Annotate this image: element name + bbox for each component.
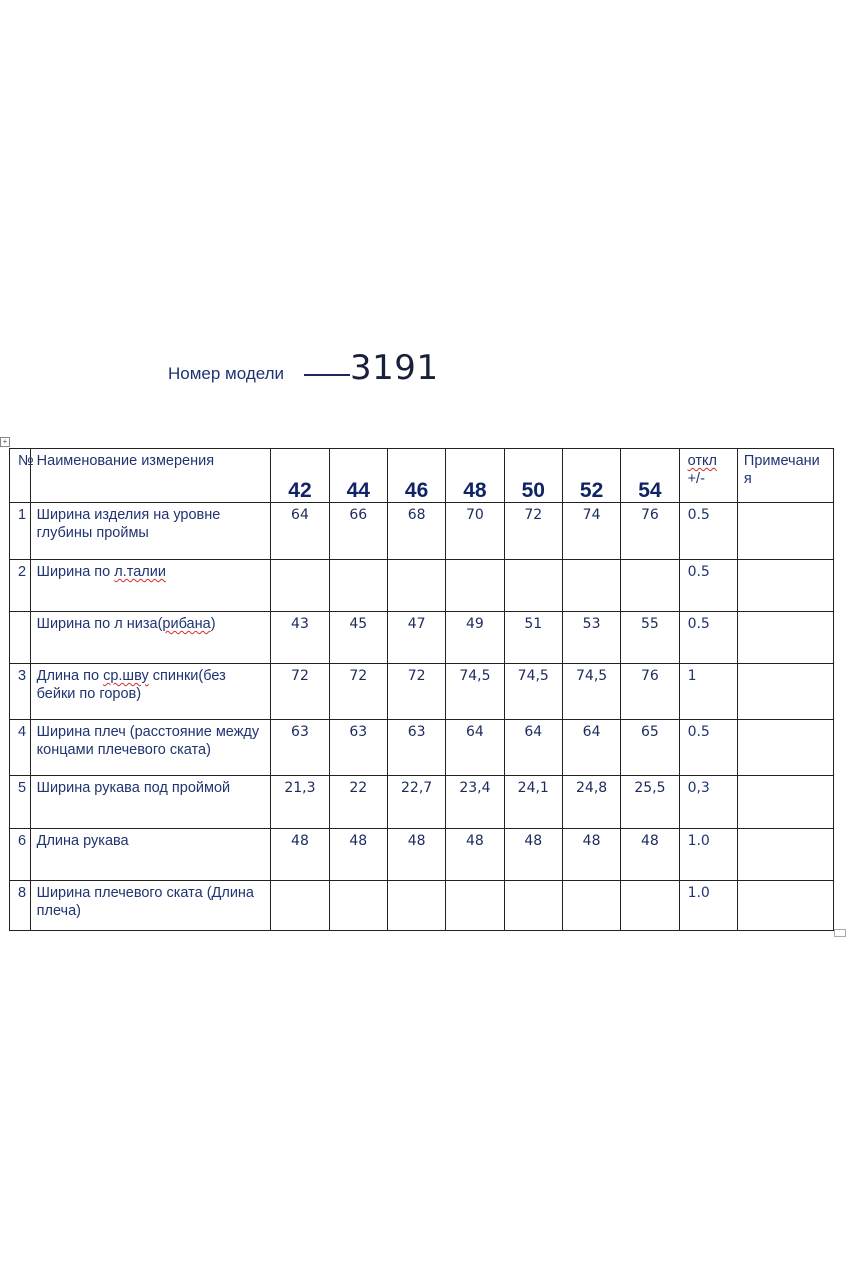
row-name: Длина рукава <box>30 829 271 881</box>
row-num: 2 <box>10 560 31 612</box>
row-value: 24,1 <box>504 776 562 829</box>
row-name: Длина по ср.шву спинки(без бейки по горов) <box>30 664 271 720</box>
row-value: 64 <box>271 503 329 560</box>
row-note <box>737 664 833 720</box>
row-name: Ширина по л.талии <box>30 560 271 612</box>
table-row <box>10 776 834 829</box>
row-value: 48 <box>446 829 504 881</box>
row-num: 6 <box>10 829 31 881</box>
table-row <box>10 560 834 612</box>
row-tolerance: 0.5 <box>679 612 737 664</box>
row-value: 66 <box>329 503 387 560</box>
row-value: 76 <box>621 664 679 720</box>
row-value: 63 <box>387 720 445 776</box>
model-label: Номер модели <box>168 364 285 383</box>
row-name: Ширина плеч (расстояние между концами плечевого ската) <box>30 720 271 776</box>
row-value: 48 <box>271 829 329 881</box>
row-value: 72 <box>271 664 329 720</box>
header-size: 48 <box>446 449 504 503</box>
row-tolerance: 0.5 <box>679 560 737 612</box>
table-row <box>10 720 834 776</box>
row-value: 74,5 <box>504 664 562 720</box>
row-num: 8 <box>10 881 31 931</box>
row-note <box>737 612 833 664</box>
row-value <box>271 560 329 612</box>
measurement-table <box>9 448 834 931</box>
header-size: 52 <box>562 449 620 503</box>
header-size: 50 <box>504 449 562 503</box>
row-value: 74,5 <box>562 664 620 720</box>
row-value: 24,8 <box>562 776 620 829</box>
row-value <box>504 881 562 931</box>
row-note <box>737 881 833 931</box>
row-value <box>504 560 562 612</box>
row-value <box>271 881 329 931</box>
row-name: Ширина изделия на уровне глубины проймы <box>30 503 271 560</box>
row-value: 22,7 <box>387 776 445 829</box>
row-value: 63 <box>271 720 329 776</box>
header-num: № <box>10 449 31 503</box>
row-value: 47 <box>387 612 445 664</box>
table-resize-handle-icon[interactable] <box>834 929 846 937</box>
row-value <box>329 881 387 931</box>
row-value: 25,5 <box>621 776 679 829</box>
header-notes: Примечания <box>737 449 833 503</box>
row-value: 49 <box>446 612 504 664</box>
header-size: 54 <box>621 449 679 503</box>
row-note <box>737 829 833 881</box>
row-value <box>621 560 679 612</box>
row-note <box>737 776 833 829</box>
row-num: 4 <box>10 720 31 776</box>
row-name: Ширина плечевого ската (Длина плеча) <box>30 881 271 931</box>
row-tolerance: 0.5 <box>679 503 737 560</box>
table-row <box>10 881 834 931</box>
row-value <box>446 881 504 931</box>
row-value <box>329 560 387 612</box>
row-value: 74 <box>562 503 620 560</box>
row-name: Ширина рукава под проймой <box>30 776 271 829</box>
row-value: 63 <box>329 720 387 776</box>
row-value: 65 <box>621 720 679 776</box>
row-note <box>737 720 833 776</box>
row-name: Ширина по л низа(рибана) <box>30 612 271 664</box>
row-value: 70 <box>446 503 504 560</box>
row-tolerance: 1.0 <box>679 829 737 881</box>
row-value: 48 <box>562 829 620 881</box>
header-tolerance <box>679 449 737 503</box>
table-row <box>10 829 834 881</box>
model-number-underline <box>304 374 350 376</box>
model-header <box>168 348 439 388</box>
row-value: 68 <box>387 503 445 560</box>
row-value: 43 <box>271 612 329 664</box>
row-value: 64 <box>562 720 620 776</box>
row-value: 21,3 <box>271 776 329 829</box>
header-name: Наименование измерения <box>30 449 271 503</box>
table-row <box>10 503 834 560</box>
row-tolerance: 0,3 <box>679 776 737 829</box>
row-value: 55 <box>621 612 679 664</box>
row-value: 45 <box>329 612 387 664</box>
row-value: 53 <box>562 612 620 664</box>
header-size: 42 <box>271 449 329 503</box>
row-tolerance: 1.0 <box>679 881 737 931</box>
row-value: 76 <box>621 503 679 560</box>
row-value: 48 <box>387 829 445 881</box>
header-tolerance-sign: +/- <box>687 471 705 487</box>
row-value <box>387 560 445 612</box>
row-value: 48 <box>504 829 562 881</box>
row-num: 5 <box>10 776 31 829</box>
table-header-row <box>10 449 834 503</box>
row-num <box>10 612 31 664</box>
table-row <box>10 664 834 720</box>
header-size: 44 <box>329 449 387 503</box>
row-tolerance: 0.5 <box>679 720 737 776</box>
table-move-handle-icon[interactable]: + <box>0 437 10 447</box>
row-value <box>446 560 504 612</box>
row-value: 51 <box>504 612 562 664</box>
row-value: 64 <box>504 720 562 776</box>
row-value: 72 <box>329 664 387 720</box>
header-tolerance-word: откл <box>687 453 717 469</box>
row-value: 64 <box>446 720 504 776</box>
row-value: 72 <box>504 503 562 560</box>
row-value: 72 <box>387 664 445 720</box>
row-value: 23,4 <box>446 776 504 829</box>
header-size: 46 <box>387 449 445 503</box>
row-value <box>387 881 445 931</box>
row-note <box>737 503 833 560</box>
row-value: 22 <box>329 776 387 829</box>
row-value: 74,5 <box>446 664 504 720</box>
model-number: 3191 <box>350 348 439 388</box>
row-note <box>737 560 833 612</box>
row-value <box>621 881 679 931</box>
row-num: 1 <box>10 503 31 560</box>
row-value: 48 <box>329 829 387 881</box>
row-value <box>562 560 620 612</box>
row-num: 3 <box>10 664 31 720</box>
table-row <box>10 612 834 664</box>
row-value <box>562 881 620 931</box>
row-tolerance: 1 <box>679 664 737 720</box>
row-value: 48 <box>621 829 679 881</box>
